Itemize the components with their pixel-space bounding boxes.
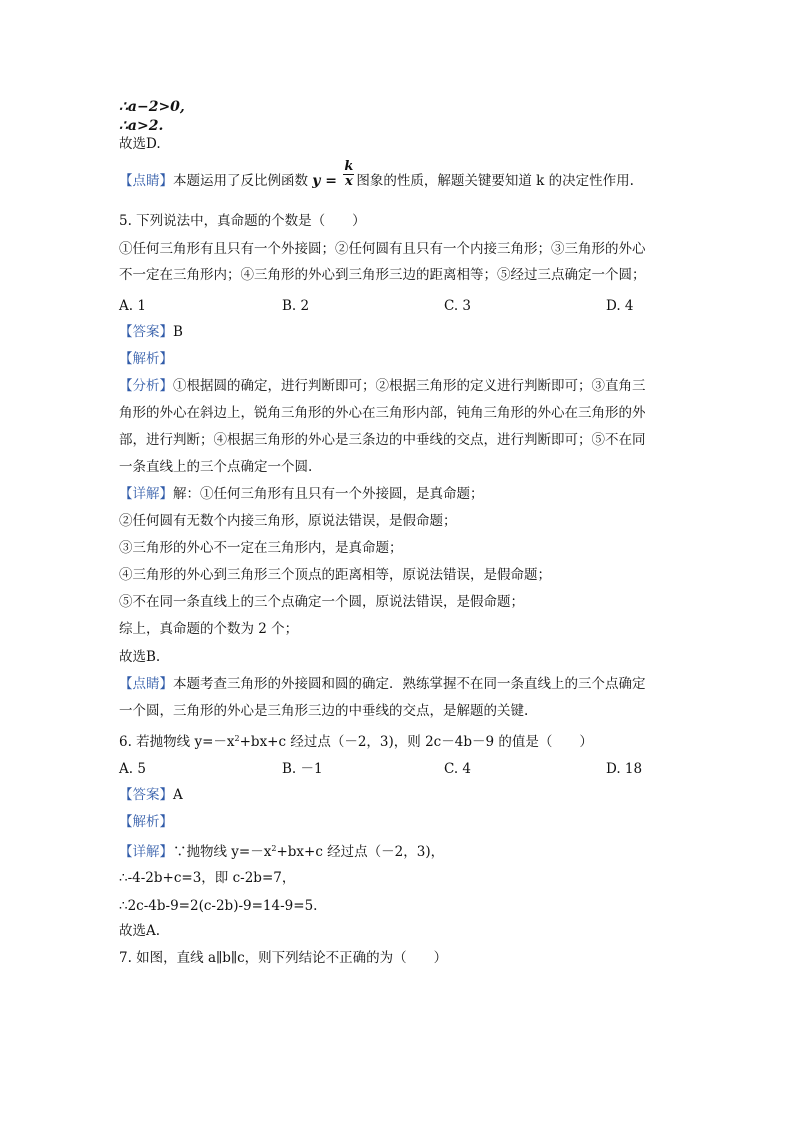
q5-comment-2: 一个圆，三角形的外心是三角形三边的中垂线的交点，是解题的关键. [119,703,529,719]
q5-comment-1 [119,675,646,693]
q6-detail-1-part-a: ∵抛物线 y=－x [173,844,272,860]
q6-detail-1 [119,840,444,861]
q4-comment [119,159,634,190]
q6-analysis-heading: 【解析】 [119,814,173,830]
q5-option-b: B. 2 [282,298,310,314]
inequality-1: ∴a−2>0 [119,99,180,115]
answer-tag: 【答案】 [119,324,173,340]
q6-detail-4: 故选A. [119,923,161,939]
q5-option-c: C. 3 [444,298,472,314]
q6-option-b: B. －1 [282,761,323,777]
inequality-2: ∴a>2 [119,118,159,134]
q5-option-d: D. 4 [606,298,634,314]
q5-statements-2: 不一定在三角形内；④三角形的外心到三角形三边的距离相等；⑤经过三点确定一个圆； [119,267,646,283]
fenxi-text-1: ①根据圆的确定，进行判断即可；②根据三角形的定义进行判断即可；③直角三 [173,378,646,394]
q5-fenxi-4: 一条直线上的三个点确定一个圆. [119,459,313,475]
q5-statements-1: ①任何三角形有且只有一个外接圆；②任何圆有且只有一个内接三角形；③三角形的外心 [119,241,646,257]
detail-tag: 【详解】 [119,486,173,502]
q5-detail-5: ⑤不在同一条直线上的三个点确定一个圆，原说法错误，是假命题； [119,594,524,610]
q6-stem-part-a: 6. 若抛物线 y=－x [119,734,235,750]
fraction-denominator: x [344,174,353,189]
q6-detail-1-part-b: +bx+c 经过点（－2，3)， [276,844,445,860]
q6-detail-3: ∴2c-4b-9=2(c-2b)-9=14-9=5. [119,898,318,914]
comment-text-q5-1: 本题考查三角形的外接圆和圆的确定．熟练掌握不在同一条直线上的三个点确定 [173,676,646,692]
q5-fenxi-3: 部，进行判断；④根据三角形的外心是三条边的中垂线的交点，进行判断即可；⑤不在同 [119,432,646,448]
condition-line-1 [119,98,185,116]
q5-answer [119,323,183,341]
q5-option-a: A. 1 [119,298,146,314]
condition-line-2 [119,117,163,135]
q5-detail-4: ④三角形的外心到三角形三个顶点的距离相等，原说法错误，是假命题； [119,567,551,583]
formula-y: y = [312,173,338,189]
fenxi-tag: 【分析】 [119,378,173,394]
q5-stem: 5. 下列说法中，真命题的个数是（ ） [119,213,366,229]
q6-answer [119,786,183,804]
detail-text-1: 解：①任何三角形有且只有一个外接圆，是真命题； [173,486,484,502]
q5-detail-7: 故选B. [119,649,161,665]
q5-fenxi-1 [119,377,646,395]
detail-tag-q6: 【详解】 [119,844,173,860]
choice-conclusion-prev: 故选D. [119,136,161,152]
inequality-2-punct: . [158,118,164,134]
q6-option-c: C. 4 [444,761,472,777]
comment-tag: 【点睛】 [119,173,173,189]
q5-detail-1 [119,485,484,503]
q6-option-a: A. 5 [119,761,146,777]
q6-option-d: D. 18 [606,761,643,777]
q6-stem-part-b: +bx+c 经过点（－2，3)，则 2c－4b－9 的值是（ ） [239,734,593,750]
comment-tag-q5: 【点睛】 [119,676,173,692]
q5-fenxi-2: 角形的外心在斜边上，锐角三角形的外心在三角形内部，钝角三角形的外心在三角形的外 [119,405,646,421]
q6-detail-2: ∴-4-2b+c=3，即 c-2b=7， [119,870,296,886]
fraction-numerator: k [344,159,354,174]
q5-detail-3: ③三角形的外心不一定在三角形内，是真命题； [119,540,403,556]
formula-fraction [343,160,354,189]
inequality-1-punct: , [179,99,185,115]
q6-stem-exponent: 2 [234,734,240,743]
answer-value: B [173,324,183,340]
comment-text-after: 图象的性质，解题关键要知道 k 的决定性作用. [356,173,634,189]
q7-stem: 7. 如图，直线 a∥b∥c，则下列结论不正确的为（ ） [119,950,448,966]
comment-text-before: 本题运用了反比例函数 [173,173,308,189]
q6-detail-exponent: 2 [271,844,277,853]
q6-stem [119,730,593,751]
answer-tag-q6: 【答案】 [119,787,173,803]
q5-analysis-heading: 【解析】 [119,351,173,367]
q5-detail-6: 综上，真命题的个数为 2 个； [119,621,299,637]
q5-detail-2: ②任何圆有无数个内接三角形，原说法错误，是假命题； [119,513,457,529]
answer-value-q6: A [173,787,183,803]
